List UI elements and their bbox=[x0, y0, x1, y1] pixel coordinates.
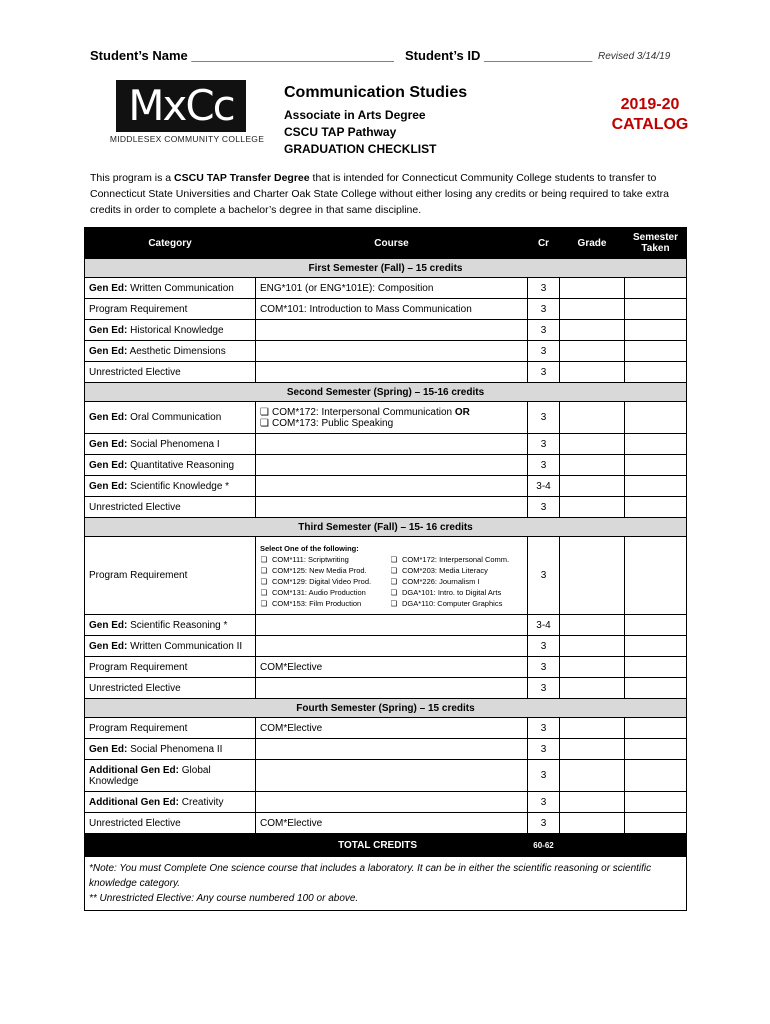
category-cell bbox=[85, 299, 256, 320]
category-label: Global Knowledge bbox=[89, 764, 211, 787]
category-cell bbox=[85, 760, 256, 792]
category-label: Program Requirement bbox=[89, 661, 188, 673]
category-cell bbox=[85, 278, 256, 299]
grade-cell[interactable] bbox=[560, 341, 625, 362]
checkbox-icon[interactable]: ❏ bbox=[390, 565, 398, 575]
grade-cell[interactable] bbox=[560, 362, 625, 383]
grade-cell[interactable] bbox=[560, 760, 625, 792]
table-row bbox=[85, 362, 687, 383]
notes-row bbox=[85, 857, 687, 911]
category-label: Social Phenomena II bbox=[127, 743, 223, 755]
table-row bbox=[85, 792, 687, 813]
table-row bbox=[85, 278, 687, 299]
category-label: Creativity bbox=[179, 796, 224, 808]
catalog-badge bbox=[590, 95, 710, 135]
category-label: Program Requirement bbox=[89, 722, 188, 734]
semester-taken-cell[interactable] bbox=[625, 615, 687, 636]
header-cr: Cr bbox=[528, 228, 560, 259]
credits-cell: 3 bbox=[528, 278, 560, 299]
catalog-year: 2019-20 bbox=[620, 96, 680, 113]
table-row bbox=[85, 402, 687, 434]
intro-bold: CSCU TAP Transfer Degree bbox=[174, 172, 310, 184]
semester-taken-cell[interactable] bbox=[625, 813, 687, 834]
total-value: 60-62 bbox=[528, 834, 560, 857]
grade-cell[interactable] bbox=[560, 678, 625, 699]
category-cell bbox=[85, 615, 256, 636]
semester-taken-cell[interactable] bbox=[625, 657, 687, 678]
category-label: Scientific Knowledge * bbox=[127, 480, 230, 492]
category-cell bbox=[85, 739, 256, 760]
course-cell[interactable] bbox=[256, 497, 528, 518]
table-row bbox=[85, 739, 687, 760]
category-cell bbox=[85, 455, 256, 476]
table-row bbox=[85, 341, 687, 362]
category-label: Unrestricted Elective bbox=[89, 501, 181, 513]
credits-cell: 3 bbox=[528, 341, 560, 362]
grade-cell[interactable] bbox=[560, 718, 625, 739]
header-semester-taken: Semester Taken bbox=[625, 228, 687, 259]
course-option-label: COM*173: Public Speaking bbox=[272, 417, 394, 429]
table-row bbox=[85, 537, 687, 615]
credits-cell: 3 bbox=[528, 299, 560, 320]
course-option[interactable] bbox=[390, 565, 520, 576]
grade-cell[interactable] bbox=[560, 320, 625, 341]
category-label: Scientific Reasoning * bbox=[127, 619, 228, 631]
course-option[interactable] bbox=[260, 587, 390, 598]
checkbox-icon[interactable]: ❏ bbox=[260, 417, 269, 429]
category-cell bbox=[85, 341, 256, 362]
logo-college-name: MIDDLESEX COMMUNITY COLLEGE bbox=[109, 134, 265, 144]
credits-cell: 3 bbox=[528, 455, 560, 476]
semester-taken-cell[interactable] bbox=[625, 362, 687, 383]
checkbox-icon[interactable]: ❏ bbox=[260, 565, 268, 575]
course-option[interactable] bbox=[260, 407, 523, 418]
college-logo bbox=[104, 80, 270, 148]
course-option-label: COM*172: Interpersonal Communication bbox=[272, 406, 453, 418]
grade-cell[interactable] bbox=[560, 636, 625, 657]
course-cell[interactable] bbox=[256, 760, 528, 792]
course-option[interactable] bbox=[390, 554, 520, 565]
table-row bbox=[85, 813, 687, 834]
course-cell[interactable] bbox=[256, 320, 528, 341]
credits-cell: 3 bbox=[528, 739, 560, 760]
grade-cell[interactable] bbox=[560, 537, 625, 615]
category-label: Unrestricted Elective bbox=[89, 817, 181, 829]
table-row bbox=[85, 657, 687, 678]
category-prefix: Additional Gen Ed: bbox=[89, 764, 179, 776]
total-label: TOTAL CREDITS bbox=[85, 834, 528, 857]
semester-taken-cell[interactable] bbox=[625, 402, 687, 434]
course-cell[interactable] bbox=[256, 455, 528, 476]
program-title: Communication Studies bbox=[284, 84, 468, 101]
checklist-table bbox=[84, 227, 687, 911]
category-cell bbox=[85, 792, 256, 813]
course-cell[interactable] bbox=[256, 792, 528, 813]
category-prefix: Gen Ed: bbox=[89, 459, 128, 471]
category-label: Historical Knowledge bbox=[127, 324, 224, 336]
table-row bbox=[85, 497, 687, 518]
semester-taken-cell[interactable] bbox=[625, 455, 687, 476]
semester-row bbox=[85, 699, 687, 718]
credits-cell: 3 bbox=[528, 537, 560, 615]
semester-title: Third Semester (Fall) – 15- 16 credits bbox=[85, 518, 687, 537]
intro-paragraph bbox=[90, 170, 690, 218]
semester-taken-cell[interactable] bbox=[625, 537, 687, 615]
category-cell bbox=[85, 476, 256, 497]
course-option[interactable] bbox=[390, 576, 520, 587]
semester-taken-cell[interactable] bbox=[625, 718, 687, 739]
grade-cell[interactable] bbox=[560, 497, 625, 518]
semester-taken-cell[interactable] bbox=[625, 341, 687, 362]
table-row bbox=[85, 678, 687, 699]
category-prefix: Gen Ed: bbox=[89, 480, 128, 492]
notes-cell bbox=[85, 857, 687, 911]
semester-taken-cell[interactable] bbox=[625, 320, 687, 341]
course-cell[interactable] bbox=[256, 615, 528, 636]
credits-cell: 3 bbox=[528, 362, 560, 383]
course-option-label: COM*226: Journalism I bbox=[402, 576, 480, 586]
credits-cell: 3 bbox=[528, 760, 560, 792]
category-cell bbox=[85, 537, 256, 615]
course-cell[interactable] bbox=[256, 362, 528, 383]
table-header-row bbox=[85, 228, 687, 259]
checkbox-icon[interactable]: ❏ bbox=[260, 554, 268, 564]
degree-title: Associate in Arts Degree bbox=[284, 108, 426, 122]
note-text: *Note: You must Complete One science course that includes a laboratory. It can be in either the scientific reasoning or scientific knowledge category. bbox=[89, 863, 652, 889]
course-option-label: COM*153: Film Production bbox=[272, 598, 362, 608]
category-prefix: Gen Ed: bbox=[89, 619, 128, 631]
category-label: Program Requirement bbox=[89, 570, 188, 581]
table-row bbox=[85, 476, 687, 497]
category-label: Aesthetic Dimensions bbox=[127, 345, 226, 357]
course-cell[interactable] bbox=[256, 739, 528, 760]
select-label: Select One of the following: bbox=[260, 543, 359, 553]
course-option-label: COM*125: New Media Prod. bbox=[272, 565, 367, 575]
checkbox-icon[interactable]: ❏ bbox=[260, 406, 269, 418]
course-cell[interactable] bbox=[256, 402, 528, 434]
table-row bbox=[85, 299, 687, 320]
course-cell[interactable] bbox=[256, 537, 528, 615]
course-cell[interactable]: COM*Elective bbox=[256, 718, 528, 739]
credits-cell: 3 bbox=[528, 636, 560, 657]
credits-cell: 3-4 bbox=[528, 615, 560, 636]
table-row bbox=[85, 455, 687, 476]
catalog-label: CATALOG bbox=[611, 116, 689, 133]
header-category: Category bbox=[85, 228, 256, 259]
course-cell[interactable]: COM*Elective bbox=[256, 657, 528, 678]
semester-taken-cell[interactable] bbox=[625, 497, 687, 518]
credits-cell: 3 bbox=[528, 434, 560, 455]
pathway-title: CSCU TAP Pathway bbox=[284, 125, 397, 139]
logo-mark: MxCc bbox=[116, 80, 246, 132]
category-cell bbox=[85, 636, 256, 657]
note-text: ** Unrestricted Elective: Any course numbered 100 or above. bbox=[89, 893, 359, 904]
course-option-label: DGA*101: Intro. to Digital Arts bbox=[402, 587, 502, 597]
category-prefix: Gen Ed: bbox=[89, 412, 128, 423]
semester-row bbox=[85, 383, 687, 402]
grade-cell[interactable] bbox=[560, 278, 625, 299]
course-cell[interactable] bbox=[256, 476, 528, 497]
category-label: Oral Communication bbox=[127, 412, 222, 423]
category-label: Quantitative Reasoning bbox=[127, 459, 235, 471]
checkbox-icon[interactable]: ❏ bbox=[390, 587, 398, 597]
checkbox-icon[interactable]: ❏ bbox=[390, 598, 398, 608]
grade-cell[interactable] bbox=[560, 299, 625, 320]
total-blank bbox=[560, 834, 687, 857]
semester-taken-cell[interactable] bbox=[625, 678, 687, 699]
table-row bbox=[85, 434, 687, 455]
semester-title: Fourth Semester (Spring) – 15 credits bbox=[85, 699, 687, 718]
revised-date: Revised 3/14/19 bbox=[598, 51, 671, 62]
course-option[interactable] bbox=[260, 565, 390, 576]
total-row bbox=[85, 834, 687, 857]
category-label: Social Phenomena I bbox=[127, 438, 220, 450]
credits-cell: 3-4 bbox=[528, 476, 560, 497]
category-prefix: Gen Ed: bbox=[89, 743, 128, 755]
credits-cell: 3 bbox=[528, 657, 560, 678]
header-course: Course bbox=[256, 228, 528, 259]
semester-taken-cell[interactable] bbox=[625, 739, 687, 760]
category-cell bbox=[85, 678, 256, 699]
checkbox-icon[interactable]: ❏ bbox=[260, 576, 268, 586]
category-cell bbox=[85, 362, 256, 383]
category-prefix: Gen Ed: bbox=[89, 324, 128, 336]
category-prefix: Additional Gen Ed: bbox=[89, 796, 179, 808]
course-cell[interactable] bbox=[256, 678, 528, 699]
course-cell[interactable] bbox=[256, 636, 528, 657]
course-option[interactable] bbox=[390, 587, 520, 598]
category-cell bbox=[85, 320, 256, 341]
table-row bbox=[85, 636, 687, 657]
grade-cell[interactable] bbox=[560, 476, 625, 497]
credits-cell: 3 bbox=[528, 320, 560, 341]
grade-cell[interactable] bbox=[560, 657, 625, 678]
table-row bbox=[85, 760, 687, 792]
credits-cell: 3 bbox=[528, 402, 560, 434]
semester-taken-cell[interactable] bbox=[625, 278, 687, 299]
semester-taken-cell[interactable] bbox=[625, 636, 687, 657]
semester-taken-cell[interactable] bbox=[625, 434, 687, 455]
course-option-label: DGA*110: Computer Graphics bbox=[402, 598, 503, 608]
grade-cell[interactable] bbox=[560, 792, 625, 813]
category-cell bbox=[85, 813, 256, 834]
category-prefix: Gen Ed: bbox=[89, 640, 128, 652]
checkbox-icon[interactable]: ❏ bbox=[390, 576, 398, 586]
credits-cell: 3 bbox=[528, 497, 560, 518]
course-cell[interactable] bbox=[256, 341, 528, 362]
course-option-label: COM*129: Digital Video Prod. bbox=[272, 576, 372, 586]
option-grid bbox=[260, 554, 523, 609]
category-prefix: Gen Ed: bbox=[89, 345, 128, 357]
course-cell[interactable] bbox=[256, 434, 528, 455]
course-option-label: COM*131: Audio Production bbox=[272, 587, 366, 597]
semester-row bbox=[85, 259, 687, 278]
semester-taken-cell[interactable] bbox=[625, 476, 687, 497]
semester-taken-cell[interactable] bbox=[625, 792, 687, 813]
category-prefix: Gen Ed: bbox=[89, 282, 128, 294]
credits-cell: 3 bbox=[528, 678, 560, 699]
credits-cell: 3 bbox=[528, 813, 560, 834]
semester-row bbox=[85, 518, 687, 537]
course-option[interactable] bbox=[260, 576, 390, 587]
student-id-field: Student’s ID _______________ bbox=[405, 48, 593, 63]
table-row bbox=[85, 615, 687, 636]
course-option-label: COM*172: Interpersonal Comm. bbox=[402, 554, 510, 564]
credits-cell: 3 bbox=[528, 718, 560, 739]
header-grade: Grade bbox=[560, 228, 625, 259]
grade-cell[interactable] bbox=[560, 739, 625, 760]
grade-cell[interactable] bbox=[560, 615, 625, 636]
checkbox-icon[interactable]: ❏ bbox=[260, 598, 268, 608]
category-label: Unrestricted Elective bbox=[89, 682, 181, 694]
course-option[interactable] bbox=[260, 554, 390, 565]
category-label: Written Communication II bbox=[127, 640, 243, 652]
course-option[interactable] bbox=[260, 598, 390, 609]
category-label: Unrestricted Elective bbox=[89, 366, 181, 378]
course-cell[interactable]: ENG*101 (or ENG*101E): Composition bbox=[256, 278, 528, 299]
grade-cell[interactable] bbox=[560, 455, 625, 476]
credits-cell: 3 bbox=[528, 792, 560, 813]
semester-taken-cell[interactable] bbox=[625, 760, 687, 792]
student-name-field: Student’s Name ____________________________ bbox=[90, 48, 394, 63]
course-or-label: OR bbox=[452, 406, 470, 418]
course-cell[interactable]: COM*101: Introduction to Mass Communication bbox=[256, 299, 528, 320]
course-option[interactable] bbox=[260, 418, 523, 429]
course-option[interactable] bbox=[390, 598, 520, 609]
course-option-label: COM*111: Scriptwriting bbox=[272, 554, 349, 564]
semester-title: First Semester (Fall) – 15 credits bbox=[85, 259, 687, 278]
category-label: Written Communication bbox=[127, 282, 234, 294]
category-cell bbox=[85, 497, 256, 518]
table-row bbox=[85, 718, 687, 739]
category-cell bbox=[85, 402, 256, 434]
checklist-title: GRADUATION CHECKLIST bbox=[284, 142, 437, 156]
table-row bbox=[85, 320, 687, 341]
category-label: Program Requirement bbox=[89, 303, 188, 315]
course-cell[interactable]: COM*Elective bbox=[256, 813, 528, 834]
category-prefix: Gen Ed: bbox=[89, 438, 128, 450]
grade-cell[interactable] bbox=[560, 813, 625, 834]
semester-title: Second Semester (Spring) – 15-16 credits bbox=[85, 383, 687, 402]
semester-taken-cell[interactable] bbox=[625, 299, 687, 320]
category-cell bbox=[85, 657, 256, 678]
grade-cell[interactable] bbox=[560, 402, 625, 434]
category-cell bbox=[85, 434, 256, 455]
checkbox-icon[interactable]: ❏ bbox=[390, 554, 398, 564]
grade-cell[interactable] bbox=[560, 434, 625, 455]
checkbox-icon[interactable]: ❏ bbox=[260, 587, 268, 597]
course-option-label: COM*203: Media Literacy bbox=[402, 565, 488, 575]
intro-after: that is intended for Connecticut Community College students to transfer to Connecticut State Universities and Charter Oak State College without either losing any credits or being required to take extra credits in order to complete a bachelor’s degree in that same discipline. bbox=[90, 172, 669, 216]
intro-before: This program is a bbox=[90, 172, 175, 184]
category-cell bbox=[85, 718, 256, 739]
